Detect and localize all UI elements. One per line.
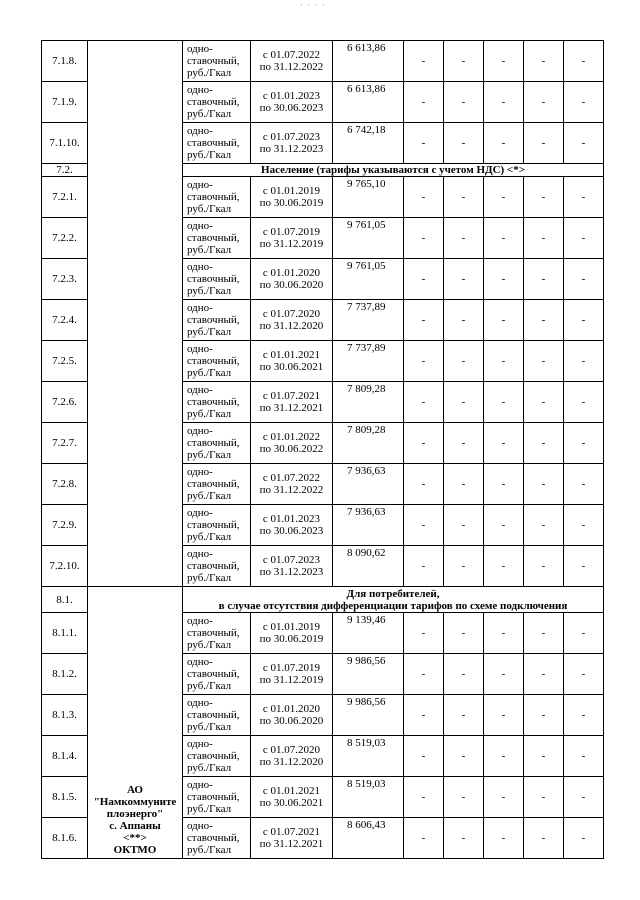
empty-cell-dash: -	[484, 300, 524, 341]
cell-line: одно-	[187, 820, 213, 832]
cell-line: по 30.06.2023	[259, 102, 324, 114]
row-number: 7.1.9.	[42, 82, 88, 123]
empty-cell-dash: -	[524, 546, 564, 587]
cell-line: руб./Гкал	[187, 449, 232, 461]
period-cell	[251, 123, 333, 164]
empty-cell-dash: -	[404, 613, 444, 654]
section-title	[183, 587, 604, 613]
empty-cell-dash: -	[524, 382, 564, 423]
empty-cell-dash: -	[444, 464, 484, 505]
cell-line: одно-	[187, 615, 213, 627]
period-cell	[251, 654, 333, 695]
empty-cell-dash: -	[404, 464, 444, 505]
unit-cell	[183, 123, 251, 164]
empty-cell-dash: -	[484, 382, 524, 423]
empty-cell-dash: -	[484, 654, 524, 695]
cell-line: одно-	[187, 738, 213, 750]
organization-line: "Намкоммуните	[93, 796, 177, 808]
empty-cell-dash: -	[524, 818, 564, 859]
cell-line: руб./Гкал	[187, 67, 232, 79]
empty-cell-dash: -	[564, 341, 604, 382]
cell-line: руб./Гкал	[187, 531, 232, 543]
cell-line: руб./Гкал	[187, 762, 232, 774]
cell-line: с 01.01.2020	[262, 703, 321, 715]
empty-cell-dash: -	[444, 300, 484, 341]
cell-line: с 01.01.2019	[262, 621, 321, 633]
empty-cell-dash: -	[564, 177, 604, 218]
organization-cell	[88, 587, 183, 859]
empty-cell-dash: -	[444, 218, 484, 259]
tariff-value: 9 761,05	[333, 259, 404, 300]
tariff-value: 8 090,62	[333, 546, 404, 587]
empty-cell-dash: -	[564, 464, 604, 505]
empty-cell-dash: -	[484, 423, 524, 464]
cell-line: ставочный,	[187, 396, 240, 408]
unit-cell	[183, 259, 251, 300]
cell-line: одно-	[187, 548, 213, 560]
cell-line: по 30.06.2019	[259, 197, 324, 209]
empty-cell-dash: -	[404, 777, 444, 818]
period-cell	[251, 464, 333, 505]
empty-cell-dash: -	[524, 82, 564, 123]
empty-cell-dash: -	[524, 613, 564, 654]
cell-line: по 31.12.2021	[259, 402, 324, 414]
cell-line: с 01.07.2023	[262, 131, 321, 143]
unit-cell	[183, 382, 251, 423]
period-cell	[251, 777, 333, 818]
cell-line: по 31.12.2023	[259, 566, 324, 578]
tariff-value: 7 809,28	[333, 382, 404, 423]
empty-cell-dash: -	[484, 613, 524, 654]
cell-line: по 31.12.2021	[259, 838, 324, 850]
section-title-line: в случае отсутствия дифференциации тарифов по схеме подключения	[218, 599, 568, 612]
period-cell	[251, 341, 333, 382]
unit-cell	[183, 464, 251, 505]
empty-cell-dash: -	[444, 695, 484, 736]
cell-line: с 01.07.2023	[262, 554, 321, 566]
tariff-value: 9 139,46	[333, 613, 404, 654]
empty-cell-dash: -	[404, 546, 444, 587]
empty-cell-dash: -	[404, 259, 444, 300]
empty-cell-dash: -	[524, 464, 564, 505]
cell-line: руб./Гкал	[187, 285, 232, 297]
cell-line: одно-	[187, 84, 213, 96]
cell-line: по 31.12.2020	[259, 756, 324, 768]
period-cell	[251, 259, 333, 300]
empty-cell-dash: -	[564, 695, 604, 736]
cell-line: руб./Гкал	[187, 408, 232, 420]
empty-cell-dash: -	[484, 695, 524, 736]
cell-line: ставочный,	[187, 96, 240, 108]
unit-cell	[183, 177, 251, 218]
tariff-value: 6 613,86	[333, 41, 404, 82]
row-number: 7.2.10.	[42, 546, 88, 587]
cell-line: руб./Гкал	[187, 326, 232, 338]
cell-line: по 30.06.2019	[259, 633, 324, 645]
empty-cell-dash: -	[564, 613, 604, 654]
empty-cell-dash: -	[564, 382, 604, 423]
row-number: 7.2.3.	[42, 259, 88, 300]
cell-line: по 31.12.2022	[259, 484, 324, 496]
cell-line: ставочный,	[187, 314, 240, 326]
period-cell	[251, 695, 333, 736]
cell-line: одно-	[187, 343, 213, 355]
tariff-value: 8 519,03	[333, 736, 404, 777]
cell-line: по 30.06.2020	[259, 715, 324, 727]
empty-cell-dash: -	[444, 259, 484, 300]
empty-cell-dash: -	[444, 777, 484, 818]
empty-cell-dash: -	[484, 41, 524, 82]
tariff-value: 7 737,89	[333, 300, 404, 341]
tariff-value: 7 936,63	[333, 505, 404, 546]
empty-cell-dash: -	[484, 123, 524, 164]
row-number: 7.2.8.	[42, 464, 88, 505]
empty-cell-dash: -	[484, 259, 524, 300]
unit-cell	[183, 300, 251, 341]
cell-line: руб./Гкал	[187, 680, 232, 692]
cell-line: ставочный,	[187, 791, 240, 803]
period-cell	[251, 218, 333, 259]
cell-line: ставочный,	[187, 191, 240, 203]
empty-cell-dash: -	[444, 654, 484, 695]
empty-cell-dash: -	[404, 341, 444, 382]
empty-cell-dash: -	[444, 423, 484, 464]
cell-line: с 01.07.2021	[262, 390, 321, 402]
empty-cell-dash: -	[564, 736, 604, 777]
empty-cell-dash: -	[484, 177, 524, 218]
cell-line: руб./Гкал	[187, 149, 232, 161]
cell-line: по 30.06.2023	[259, 525, 324, 537]
section-title: Население (тарифы указываются с учетом НДС) <*>	[183, 164, 604, 177]
cell-line: по 31.12.2019	[259, 238, 324, 250]
cell-line: одно-	[187, 384, 213, 396]
page-header-mark: · · · ·	[300, 0, 326, 10]
cell-line: руб./Гкал	[187, 244, 232, 256]
empty-cell-dash: -	[524, 300, 564, 341]
cell-line: одно-	[187, 425, 213, 437]
empty-cell-dash: -	[524, 123, 564, 164]
cell-line: ставочный,	[187, 478, 240, 490]
tariff-value: 7 737,89	[333, 341, 404, 382]
empty-cell-dash: -	[444, 382, 484, 423]
empty-cell-dash: -	[444, 613, 484, 654]
cell-line: ставочный,	[187, 232, 240, 244]
period-cell	[251, 546, 333, 587]
empty-cell-dash: -	[484, 818, 524, 859]
tariff-value: 8 519,03	[333, 777, 404, 818]
row-number: 7.2.9.	[42, 505, 88, 546]
period-cell	[251, 382, 333, 423]
empty-cell-dash: -	[564, 123, 604, 164]
cell-line: по 30.06.2021	[259, 797, 324, 809]
cell-line: руб./Гкал	[187, 721, 232, 733]
tariff-value: 6 613,86	[333, 82, 404, 123]
organization-line: плоэнерго"	[106, 808, 164, 820]
organization-line: АО	[127, 784, 143, 796]
empty-cell-dash: -	[524, 736, 564, 777]
empty-cell-dash: -	[524, 259, 564, 300]
unit-cell	[183, 654, 251, 695]
empty-cell-dash: -	[444, 818, 484, 859]
cell-line: ставочный,	[187, 709, 240, 721]
unit-cell	[183, 736, 251, 777]
cell-line: с 01.01.2022	[262, 431, 321, 443]
empty-cell-dash: -	[444, 341, 484, 382]
cell-line: с 01.01.2021	[262, 785, 321, 797]
empty-cell-dash: -	[484, 82, 524, 123]
unit-cell	[183, 613, 251, 654]
cell-line: с 01.07.2022	[262, 49, 321, 61]
empty-cell-dash: -	[484, 218, 524, 259]
cell-line: ставочный,	[187, 750, 240, 762]
organization-line: с. Аппаны	[109, 820, 161, 832]
period-cell	[251, 423, 333, 464]
empty-cell-dash: -	[444, 123, 484, 164]
row-number: 7.2.2.	[42, 218, 88, 259]
tariff-value: 6 742,18	[333, 123, 404, 164]
empty-cell-dash: -	[444, 177, 484, 218]
cell-line: с 01.07.2020	[262, 308, 321, 320]
cell-line: ставочный,	[187, 137, 240, 149]
empty-cell-dash: -	[564, 218, 604, 259]
tariff-value: 7 809,28	[333, 423, 404, 464]
empty-cell-dash: -	[564, 818, 604, 859]
empty-cell-dash: -	[404, 382, 444, 423]
unit-cell	[183, 82, 251, 123]
cell-line: руб./Гкал	[187, 572, 232, 584]
row-number: 7.2.7.	[42, 423, 88, 464]
cell-line: одно-	[187, 656, 213, 668]
cell-line: одно-	[187, 507, 213, 519]
tariff-value: 8 606,43	[333, 818, 404, 859]
empty-cell-dash: -	[564, 82, 604, 123]
empty-cell-dash: -	[404, 423, 444, 464]
cell-line: одно-	[187, 125, 213, 137]
tariff-value: 9 986,56	[333, 654, 404, 695]
tariff-value: 7 936,63	[333, 464, 404, 505]
empty-cell-dash: -	[524, 177, 564, 218]
unit-cell	[183, 218, 251, 259]
empty-cell-dash: -	[444, 546, 484, 587]
cell-line: руб./Гкал	[187, 803, 232, 815]
row-number: 8.1.4.	[42, 736, 88, 777]
organization-line: ОКТМО	[113, 844, 157, 856]
cell-line: одно-	[187, 302, 213, 314]
period-cell	[251, 505, 333, 546]
cell-line: ставочный,	[187, 560, 240, 572]
unit-cell	[183, 341, 251, 382]
empty-cell-dash: -	[404, 177, 444, 218]
empty-cell-dash: -	[404, 505, 444, 546]
cell-line: по 30.06.2021	[259, 361, 324, 373]
cell-line: ставочный,	[187, 55, 240, 67]
empty-cell-dash: -	[524, 654, 564, 695]
empty-cell-dash: -	[404, 300, 444, 341]
row-number: 7.2.5.	[42, 341, 88, 382]
row-number: 7.2.1.	[42, 177, 88, 218]
empty-cell-dash: -	[404, 82, 444, 123]
empty-cell-dash: -	[564, 300, 604, 341]
section-number: 7.2.	[42, 164, 88, 177]
empty-cell-dash: -	[484, 777, 524, 818]
cell-line: ставочный,	[187, 355, 240, 367]
cell-line: одно-	[187, 220, 213, 232]
cell-line: ставочный,	[187, 668, 240, 680]
cell-line: одно-	[187, 261, 213, 273]
tariff-value: 9 986,56	[333, 695, 404, 736]
cell-line: по 31.12.2020	[259, 320, 324, 332]
cell-line: с 01.07.2022	[262, 472, 321, 484]
section-row	[42, 587, 604, 613]
cell-line: руб./Гкал	[187, 639, 232, 651]
empty-cell-dash: -	[484, 505, 524, 546]
cell-line: с 01.01.2021	[262, 349, 321, 361]
cell-line: одно-	[187, 697, 213, 709]
empty-cell-dash: -	[404, 818, 444, 859]
empty-cell-dash: -	[484, 464, 524, 505]
empty-cell-dash: -	[404, 695, 444, 736]
row-number: 7.1.10.	[42, 123, 88, 164]
empty-cell-dash: -	[404, 654, 444, 695]
cell-line: с 01.07.2019	[262, 662, 321, 674]
empty-cell-dash: -	[524, 695, 564, 736]
cell-line: с 01.01.2019	[262, 185, 321, 197]
unit-cell	[183, 41, 251, 82]
cell-line: ставочный,	[187, 519, 240, 531]
empty-cell-dash: -	[484, 736, 524, 777]
empty-cell-dash: -	[524, 423, 564, 464]
cell-line: с 01.01.2023	[262, 513, 321, 525]
empty-cell-dash: -	[524, 777, 564, 818]
cell-line: по 31.12.2022	[259, 61, 324, 73]
cell-line: ставочный,	[187, 627, 240, 639]
cell-line: одно-	[187, 779, 213, 791]
empty-cell-dash: -	[564, 546, 604, 587]
empty-cell-dash: -	[524, 341, 564, 382]
tariff-value: 9 765,10	[333, 177, 404, 218]
empty-cell-dash: -	[564, 654, 604, 695]
cell-line: ставочный,	[187, 437, 240, 449]
cell-line: одно-	[187, 179, 213, 191]
row-number: 7.2.4.	[42, 300, 88, 341]
cell-line: руб./Гкал	[187, 203, 232, 215]
cell-line: одно-	[187, 466, 213, 478]
cell-line: руб./Гкал	[187, 844, 232, 856]
period-cell	[251, 818, 333, 859]
unit-cell	[183, 695, 251, 736]
organization-line: <**>	[123, 832, 147, 844]
period-cell	[251, 41, 333, 82]
tariff-value: 9 761,05	[333, 218, 404, 259]
empty-cell-dash: -	[564, 505, 604, 546]
cell-line: с 01.01.2023	[262, 90, 321, 102]
section-number: 8.1.	[42, 587, 88, 613]
cell-line: по 31.12.2019	[259, 674, 324, 686]
empty-cell-dash: -	[404, 41, 444, 82]
empty-cell-dash: -	[444, 82, 484, 123]
cell-line: одно-	[187, 43, 213, 55]
row-number: 8.1.5.	[42, 777, 88, 818]
row-number: 8.1.3.	[42, 695, 88, 736]
empty-cell-dash: -	[484, 341, 524, 382]
cell-line: с 01.07.2021	[262, 826, 321, 838]
row-number: 8.1.2.	[42, 654, 88, 695]
period-cell	[251, 613, 333, 654]
empty-cell-dash: -	[444, 736, 484, 777]
unit-cell	[183, 423, 251, 464]
period-cell	[251, 177, 333, 218]
unit-cell	[183, 546, 251, 587]
cell-line: с 01.01.2020	[262, 267, 321, 279]
empty-cell-dash: -	[404, 218, 444, 259]
empty-cell-dash: -	[524, 41, 564, 82]
unit-cell	[183, 818, 251, 859]
empty-cell-dash: -	[564, 777, 604, 818]
cell-line: руб./Гкал	[187, 108, 232, 120]
row-number: 7.1.8.	[42, 41, 88, 82]
empty-cell-dash: -	[444, 505, 484, 546]
period-cell	[251, 300, 333, 341]
empty-cell-dash: -	[404, 736, 444, 777]
cell-line: руб./Гкал	[187, 490, 232, 502]
organization-cell-blank	[88, 41, 183, 587]
empty-cell-dash: -	[564, 423, 604, 464]
cell-line: ставочный,	[187, 273, 240, 285]
empty-cell-dash: -	[524, 218, 564, 259]
cell-line: по 31.12.2023	[259, 143, 324, 155]
section-title-line: Для потребителей,	[346, 587, 440, 600]
row-number: 8.1.6.	[42, 818, 88, 859]
tariff-table	[41, 40, 604, 859]
row-number: 8.1.1.	[42, 613, 88, 654]
empty-cell-dash: -	[444, 41, 484, 82]
unit-cell	[183, 777, 251, 818]
empty-cell-dash: -	[564, 41, 604, 82]
period-cell	[251, 82, 333, 123]
empty-cell-dash: -	[564, 259, 604, 300]
row-number: 7.2.6.	[42, 382, 88, 423]
cell-line: с 01.07.2020	[262, 744, 321, 756]
cell-line: руб./Гкал	[187, 367, 232, 379]
cell-line: ставочный,	[187, 832, 240, 844]
cell-line: с 01.07.2019	[262, 226, 321, 238]
empty-cell-dash: -	[484, 546, 524, 587]
table-row	[42, 41, 604, 82]
cell-line: по 30.06.2020	[259, 279, 324, 291]
period-cell	[251, 736, 333, 777]
unit-cell	[183, 505, 251, 546]
empty-cell-dash: -	[524, 505, 564, 546]
empty-cell-dash: -	[404, 123, 444, 164]
cell-line: по 30.06.2022	[259, 443, 324, 455]
